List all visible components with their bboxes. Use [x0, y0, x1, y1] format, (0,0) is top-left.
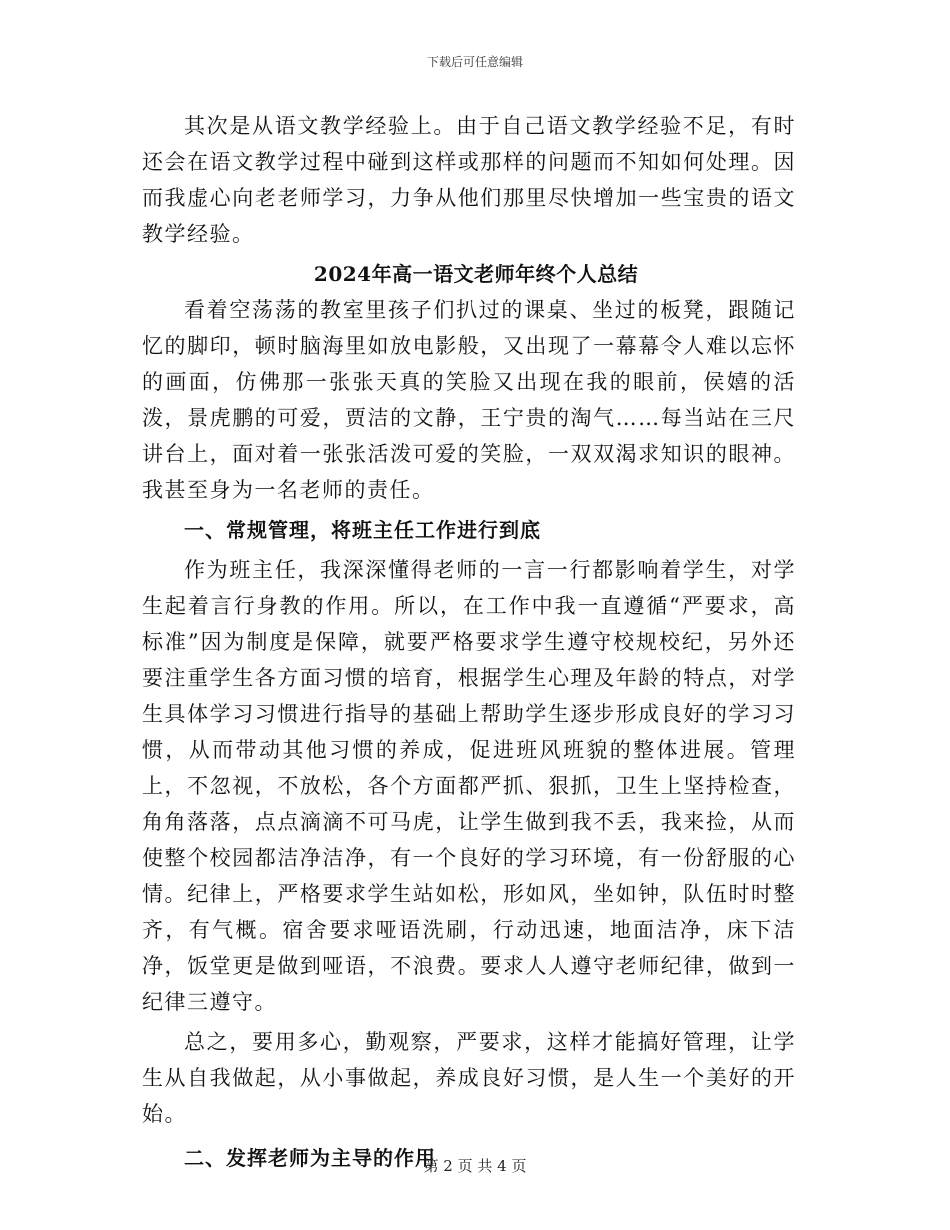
- document-title: 2024年高一语文老师年终个人总结: [313, 262, 639, 286]
- page-footer: 第 2 页 共 4 页: [423, 1157, 527, 1175]
- intro-paragraph: 其次是从语文教学经验上。由于自己语文教学经验不足，有时还会在语文教学过程中碰到这样或那样的问题而不知如何处理。因而我虚心向老老师学习，力争从他们那里尽快增加一些宝贵的语文教学经验。: [142, 114, 796, 246]
- section-one-paragraph-1: 作为班主任，我深深懂得老师的一言一行都影响着学生，对学生起着言行身教的作用。所以，在工作中我一直遵循“严要求，高标准”因为制度是保障，就要严格要求学生遵守校规校纪，另外还要注重学生各方面习惯的培育，根据学生心理及年龄的特点，对学生具体学习习惯进行指导的基础上帮助学生逐步形成良好的学习习惯，从而带动其他习惯的养成，促进班风班貌的整体进展。管理上，不忽视，不放松，各个方面都严抓、狠抓，卫生上坚持检查，角角落落，点点滴滴不可马虎，让学生做到我不丢，我来捡，从而使整个校园都洁净洁净，有一个良好的学习环境，有一份舒服的心情。纪律上，严格要求学生站如松，形如风，坐如钟，队伍时时整齐，有气概。宿舍要求哑语洗刷，行动迅速，地面洁净，床下洁净，饭堂更是做到哑语，不浪费。要求人人遵守老师纪律，做到一纪律三遵守。: [142, 558, 796, 1014]
- section-two-heading: 二、发挥老师为主导的作用: [184, 1146, 436, 1170]
- section-one-paragraph-2: 总之，要用多心，勤观察，严要求，这样才能搞好管理，让学生从自我做起，从小事做起，养成良好习惯，是人生一个美好的开始。: [142, 1030, 796, 1126]
- section-one-heading: 一、常规管理，将班主任工作进行到底: [184, 518, 541, 542]
- document-body: [142, 108, 796, 1176]
- opening-paragraph: 看着空荡荡的教室里孩子们扒过的课桌、坐过的板凳，跟随记忆的脚印，顿时脑海里如放电影般，又出现了一幕幕令人难以忘怀的画面，仿佛那一张张天真的笑脸又出现在我的眼前，侯嬉的活泼，景虎鹏的可爱，贾洁的文静，王宁贵的淘气……每当站在三尺讲台上，面对着一张张活泼可爱的笑脸，一双双渴求知识的眼神。我甚至身为一名老师的责任。: [142, 298, 796, 502]
- page-header: 下载后可任意编辑: [426, 55, 523, 69]
